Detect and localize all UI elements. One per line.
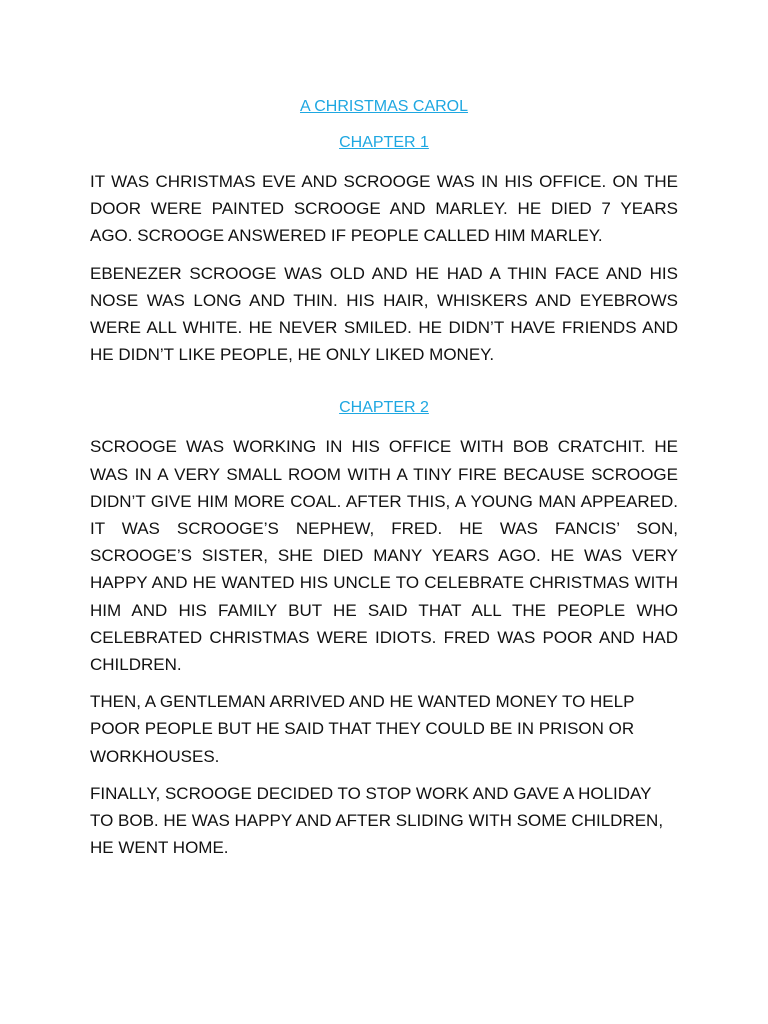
chapter-1-paragraph-2: EBENEZER SCROOGE WAS OLD AND HE HAD A THIN FACE AND HIS NOSE WAS LONG AND THIN. HIS HAIR, WHISKERS AND EYEBROWS WERE ALL WHITE. HE NEVER SMILED. HE DIDN’T HAVE FRIENDS AND HE DIDN’T LIKE PEOPLE, HE ONLY LIKED MONEY. bbox=[90, 263, 678, 365]
chapter-1-heading: CHAPTER 1 bbox=[339, 134, 429, 151]
chapter-2-heading: CHAPTER 2 bbox=[339, 399, 429, 417]
document-title: A CHRISTMAS CAROL bbox=[299, 98, 469, 115]
chapter-2-paragraph-3: FINALLY, SCROOGE DECIDED TO STOP WORK AND GAVE A HOLIDAY TO BOB. HE WAS HAPPY AND AFTER SLIDING WITH SOME CHILDREN, HE WENT HOME. bbox=[90, 783, 664, 858]
document-body bbox=[90, 94, 678, 871]
chapter-2-paragraph-1: SCROOGE WAS WORKING IN HIS OFFICE WITH BOB CRATCHIT. HE WAS IN A VERY SMALL ROOM WITH A TINY FIRE BECAUSE SCROOGE DIDN’T GIVE HIM MORE COAL. AFTER THIS, A YOUNG MAN APPEARED. IT WAS SCROOGE’S NEPHEW, FRED. HE WAS FANCIS’ SON, SCROOGE’S SISTER, SHE DIED MANY YEARS AGO. HE WAS VERY HAPPY AND HE WANTED HIS UNCLE TO CELEBRATE CHRISTMAS WITH HIM AND HIS FAMILY BUT HE SAID THAT ALL THE PEOPLE WHO CELEBRATED CHRISTMAS WERE IDIOTS. FRED WAS POOR AND HAD CHILDREN. bbox=[90, 437, 678, 675]
chapter-1-paragraph-1: IT WAS CHRISTMAS EVE AND SCROOGE WAS IN HIS OFFICE. ON THE DOOR WERE PAINTED SCROOGE AND MARLEY. HE DIED 7 YEARS AGO. SCROOGE ANSWERED IF PEOPLE CALLED HIM MARLEY. bbox=[90, 172, 678, 246]
chapter-2-paragraph-2: THEN, A GENTLEMAN ARRIVED AND HE WANTED MONEY TO HELP POOR PEOPLE BUT HE SAID THAT THEY COULD BE IN PRISON OR WORKHOUSES. bbox=[90, 692, 635, 766]
